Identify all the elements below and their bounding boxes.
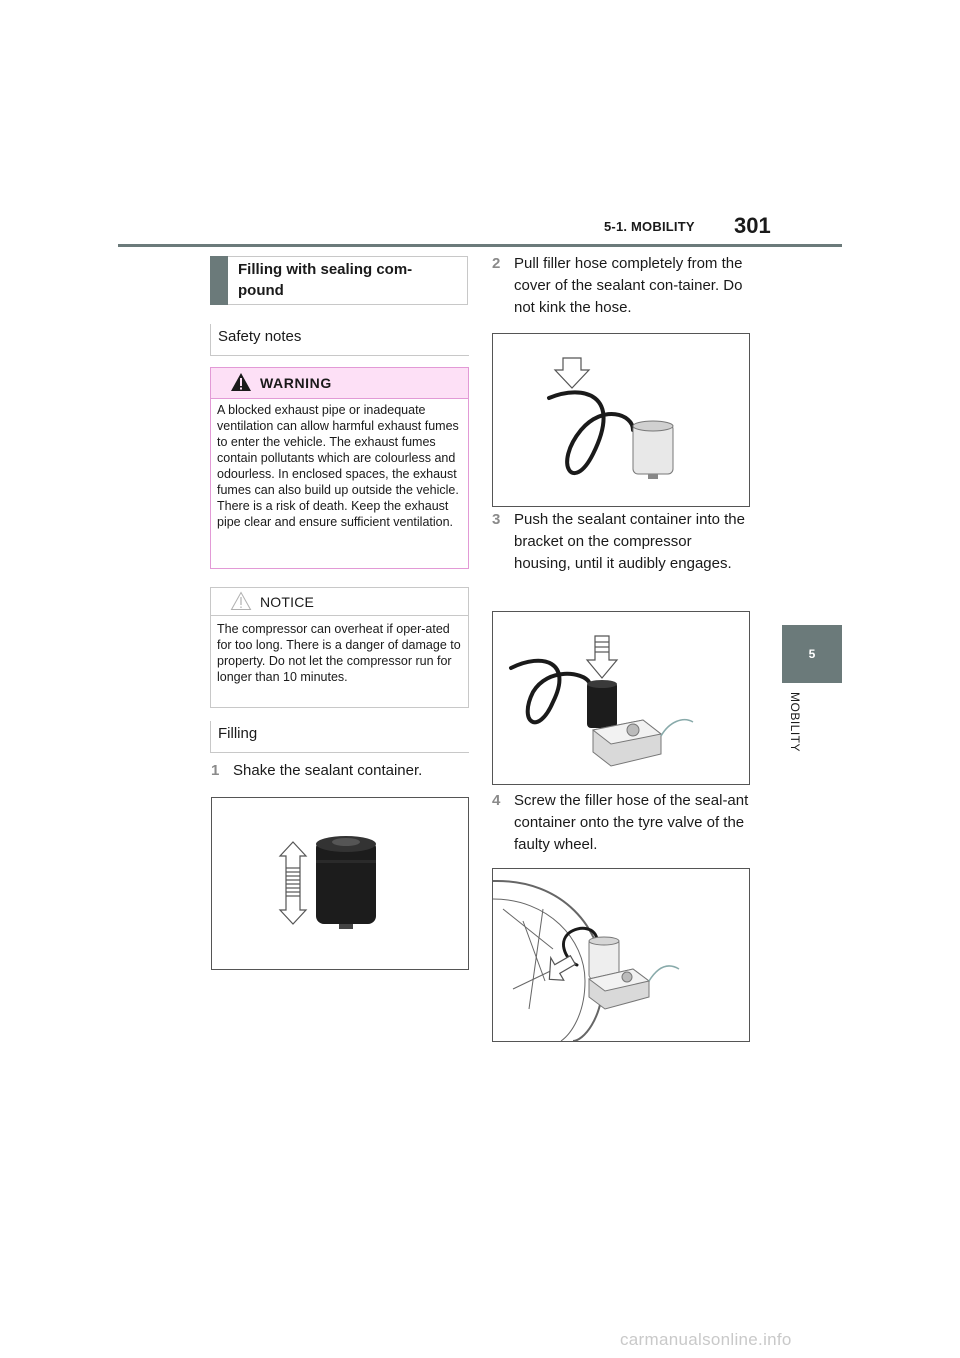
power-cable xyxy=(661,720,693,736)
step-4 xyxy=(492,790,750,856)
header-rule xyxy=(118,244,842,247)
step-2 xyxy=(492,253,750,319)
step-number: 2 xyxy=(492,255,501,272)
step-text: Push the sealant container into the bracket on the compressor housing, until it audibly engages. xyxy=(514,511,745,572)
filler-hose xyxy=(511,661,589,723)
down-arrow-icon xyxy=(587,636,617,678)
sealant-container-icon xyxy=(316,836,376,929)
figure-insert-container xyxy=(492,611,750,785)
notice-title: NOTICE xyxy=(260,594,315,610)
valve-arrow-icon xyxy=(540,949,579,987)
step-3 xyxy=(492,509,750,597)
heading-line-1: Filling with sealing com- xyxy=(238,261,413,278)
warning-triangle-icon xyxy=(230,372,252,392)
figure-connect-valve xyxy=(492,868,750,1042)
step-1 xyxy=(211,760,469,784)
chapter-label: MOBILITY xyxy=(788,692,802,753)
section-heading xyxy=(210,256,468,305)
figure-pull-hose xyxy=(492,333,750,507)
safety-notes-title: Safety notes xyxy=(218,328,302,345)
heading-line-2: pound xyxy=(238,282,284,299)
notice-box xyxy=(210,587,469,708)
figure-shake-container xyxy=(211,797,469,970)
filling-title: Filling xyxy=(218,725,258,742)
wheel-icon xyxy=(493,881,603,1041)
step-text: Screw the filler hose of the seal-ant container onto the tyre valve of the faulty wheel. xyxy=(514,792,749,853)
warning-header xyxy=(211,368,468,399)
double-arrow-icon xyxy=(280,842,306,924)
warning-box xyxy=(210,367,469,569)
chapter-number: 5 xyxy=(808,647,816,661)
warning-body: A blocked exhaust pipe or inadequate ventilation can allow harmful exhaust fumes to enter the vehicle. The exhaust fumes contain pollutants which are colourless and odourless. In enclosed spaces, the exhaust fumes can also build up outside the vehicle. There is a risk of death. Keep the exhaust pipe clear and ensure sufficient ventilation. xyxy=(217,403,459,529)
page-number: 301 xyxy=(734,213,771,238)
safety-notes-heading xyxy=(210,324,469,356)
step-text: Pull filler hose completely from the cover of the sealant con-tainer. Do not kink the hose. xyxy=(514,255,743,316)
step-number: 4 xyxy=(492,792,501,809)
step-text: Shake the sealant container. xyxy=(233,762,423,779)
power-cable xyxy=(649,966,679,981)
step-number: 1 xyxy=(211,762,220,779)
warning-title: WARNING xyxy=(260,375,332,391)
sealant-container-icon xyxy=(587,680,617,728)
notice-body: The compressor can overheat if oper-ated for too long. There is a danger of damage to property. Do not let the compressor run for longer than 10 minutes. xyxy=(217,622,461,684)
section-title: 5-1. MOBILITY xyxy=(604,219,695,234)
chapter-tab[interactable] xyxy=(782,625,842,683)
step-number: 3 xyxy=(492,511,501,528)
watermark: carmanualsonline.info xyxy=(620,1330,792,1349)
notice-triangle-icon xyxy=(230,591,252,611)
filler-hose xyxy=(549,392,633,473)
sealant-container-icon xyxy=(633,421,673,479)
heading-accent-bar xyxy=(210,256,228,305)
notice-header xyxy=(211,588,468,616)
filling-heading xyxy=(210,721,469,753)
down-arrow-icon xyxy=(555,358,589,388)
heading-text xyxy=(238,259,458,301)
